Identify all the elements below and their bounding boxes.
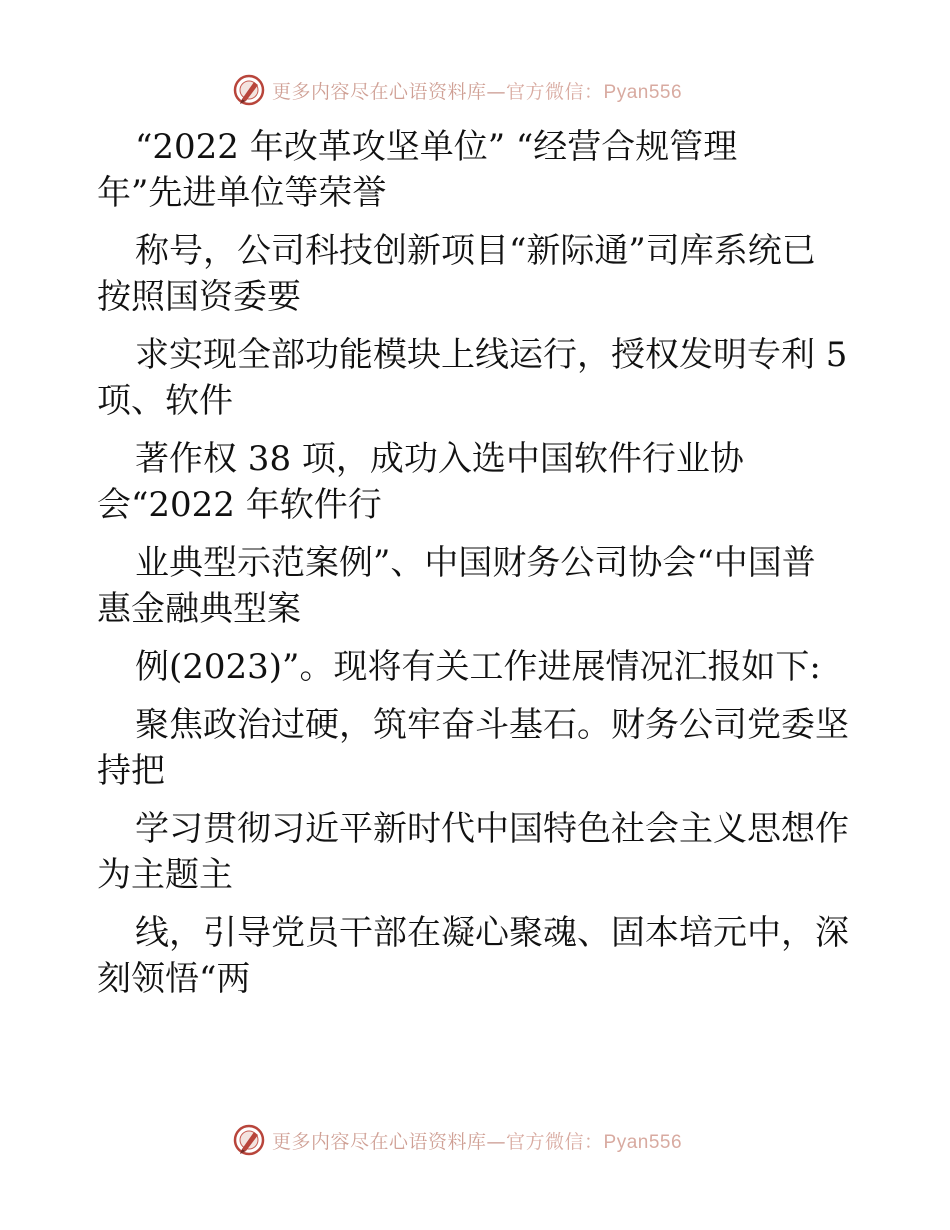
text-line: 求实现全部功能模块上线运行，授权发明专利 5: [135, 335, 848, 375]
footer-watermark: [232, 1120, 752, 1160]
text-line: 称号，公司科技创新项目“新际通”司库系统已: [135, 231, 816, 271]
watermark-dash: —: [486, 80, 507, 103]
text-line: 学习贯彻习近平新时代中国特色社会主义思想作: [135, 809, 849, 849]
text-line: 业典型示范案例”、中国财务公司协会“中国普: [135, 543, 816, 583]
watermark-dash: —: [486, 1130, 507, 1153]
watermark-wechat-text: 官方微信：Pyan556: [506, 81, 683, 103]
pen-logo-icon: [232, 73, 266, 107]
text-line: 为主题主: [97, 855, 233, 895]
text-line: “2022 年改革攻坚单位” “经营合规管理: [135, 127, 738, 167]
watermark-site-text: 更多内容尽在心语资料库: [272, 1130, 487, 1153]
text-line: 聚焦政治过硬，筑牢奋斗基石。财务公司党委坚: [135, 705, 849, 745]
watermark-wechat-text: 官方微信：Pyan556: [506, 1131, 683, 1153]
text-line: 项、软件: [97, 381, 233, 421]
text-line: 例(2023)”。现将有关工作进展情况汇报如下:: [135, 647, 821, 687]
header-watermark: [232, 70, 752, 110]
text-line: 刻领悟“两: [97, 959, 251, 999]
text-line: 年”先进单位等荣誉: [97, 173, 387, 213]
text-line: 线，引导党员干部在凝心聚魂、固本培元中，深: [135, 913, 849, 953]
text-line: 著作权 38 项，成功入选中国软件行业协: [135, 439, 744, 479]
text-line: 会“2022 年软件行: [97, 485, 382, 525]
text-line: 按照国资委要: [97, 277, 301, 317]
pen-logo-icon: [232, 1123, 266, 1157]
text-line: 持把: [97, 751, 165, 791]
watermark-site-text: 更多内容尽在心语资料库: [272, 80, 487, 103]
text-line: 惠金融典型案: [97, 589, 301, 629]
document-body: [97, 124, 857, 1002]
